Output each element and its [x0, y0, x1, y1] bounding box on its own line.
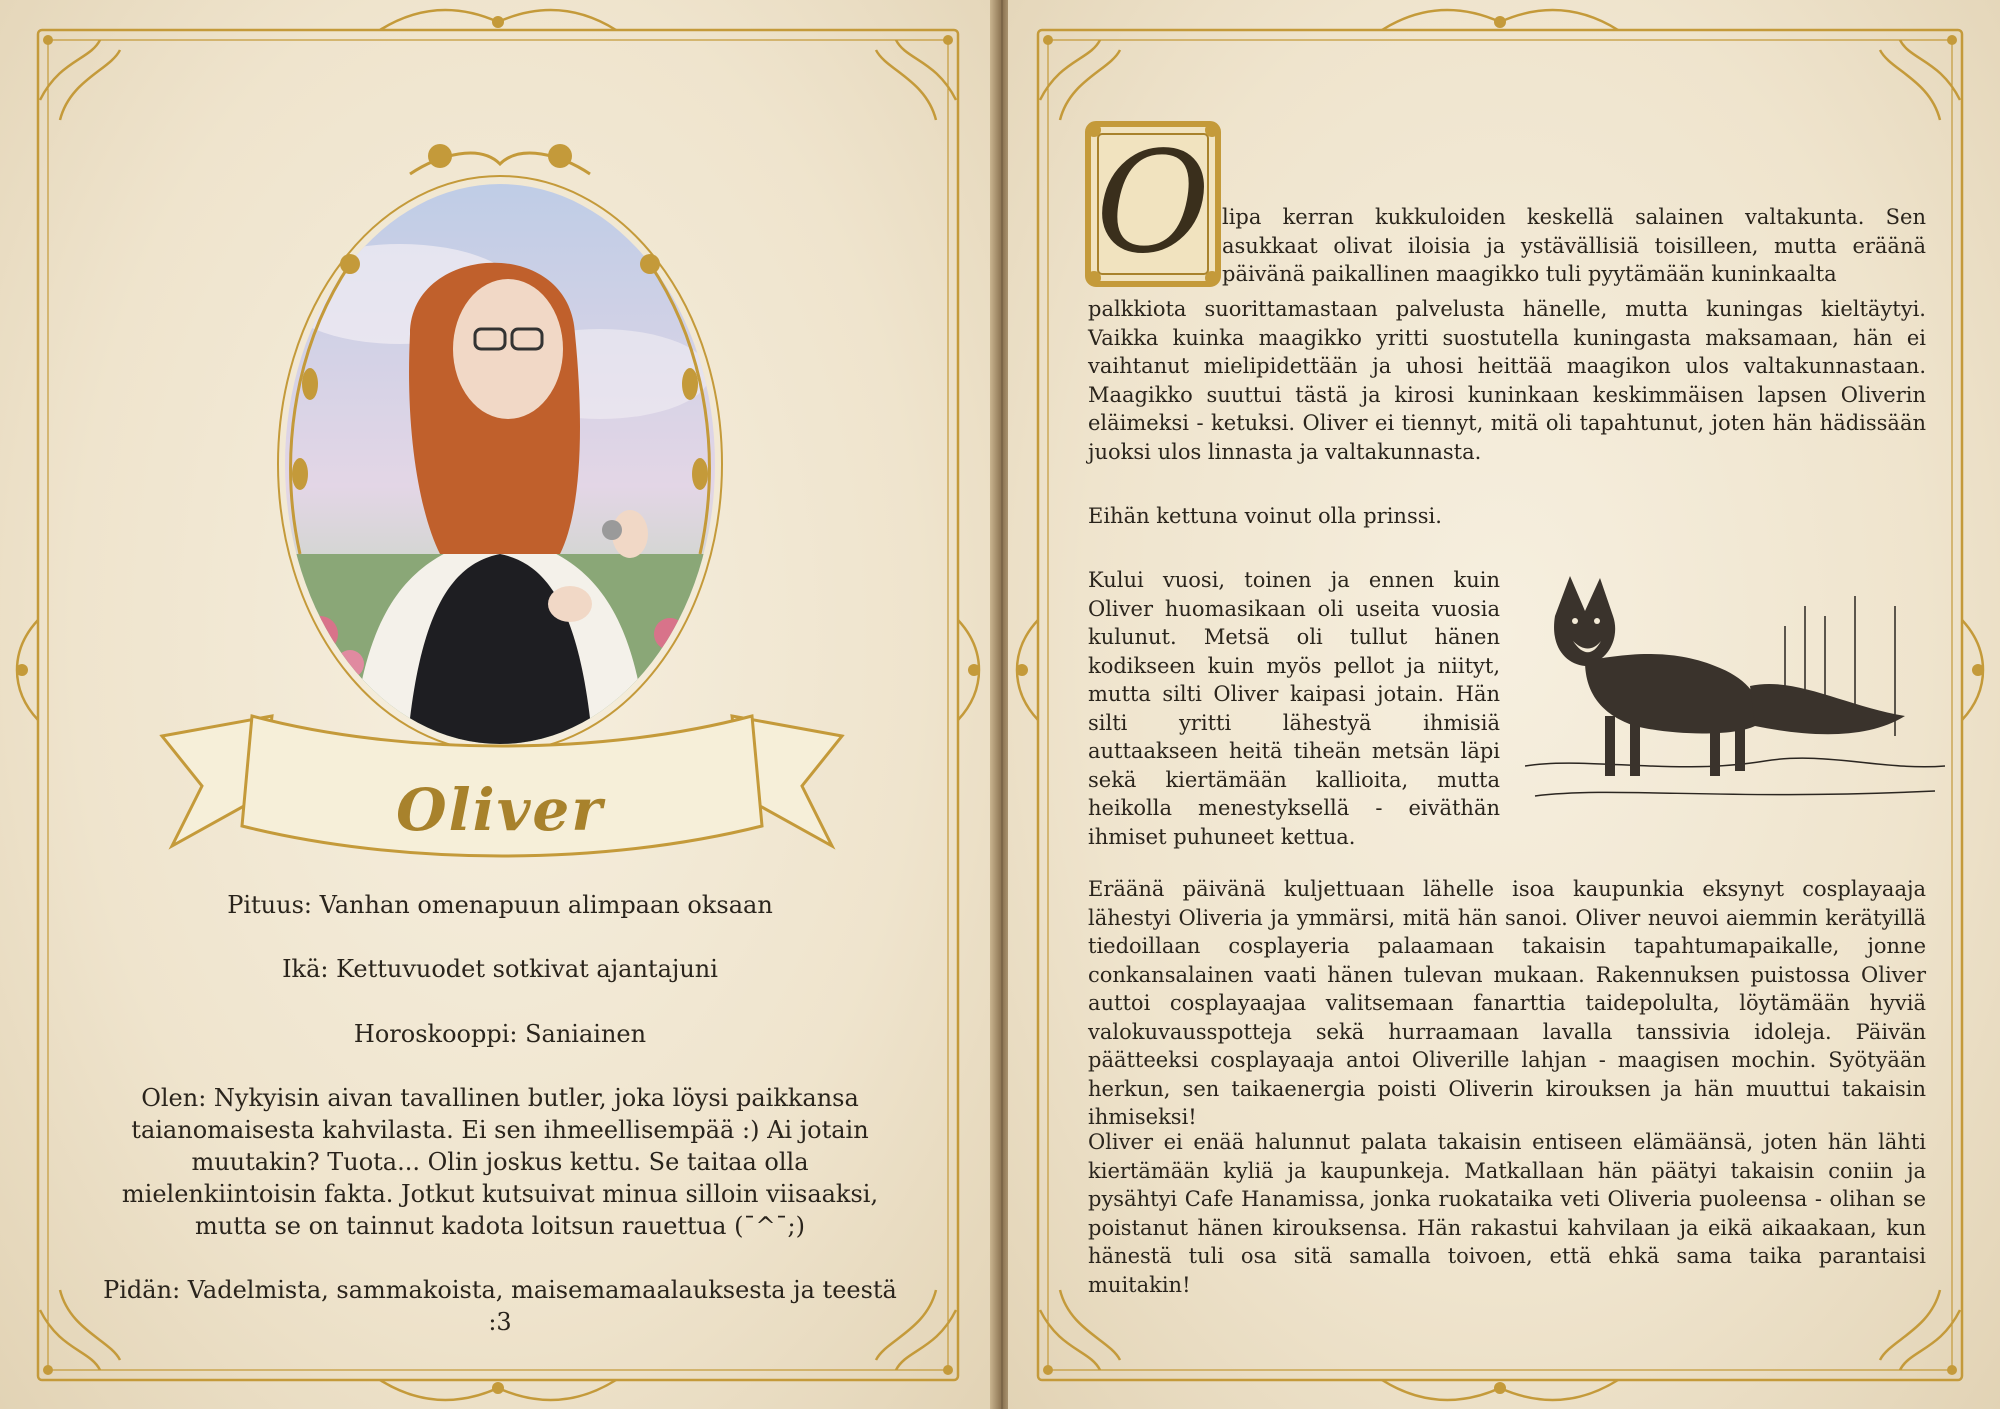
paragraph3: Kului vuosi, toinen ja ennen kuin Oliver huomasikaan oli useita vuosia kulunut. Metsä oli tullut hänen kodikseen kuin myös pellot ja niityt, mutta silti Oliver kaipasi jotain. Hän silti yritti lähestyä ihmisiä auttaakseen heitä tiheän metsän läpi sekä kiertämään kallioita, mutta heikolla menestyksellä - eiväthän ihmiset puhuneet kettua. — [1088, 568, 1500, 849]
paragraph4: Eräänä päivänä kuljettuaan lähelle isoa kaupunkia eksynyt cosplayaaja lähestyi Oliveria ja ymmärsi, mitä hän sanoi. Oliver neuvoi aiemmin kerätyillä tiedoillaan cosplayeria palaamaan takaisin tapahtumapaikalle, jonne conkansalainen vaati hänen tulevan mukaan. Rakennuksen puistossa Oliver auttoi cosplayaajaa valitsemaan fanarttia taidepolulta, löytämään hyviä valokuvausspotteja sekä hurraamaan lavalla tanssivia idoleja. Päivän päätteeksi cosplayaaja antoi Oliverille lahjan - maagisen mochin. Syötyään herkun, sen taikaenergia poisti Oliverin kirouksen ja hän muuttui takaisin ihmiseksi! — [1088, 877, 1926, 1129]
drop-cap-letter: O — [1095, 122, 1211, 285]
paragraph1-rest: palkkiota suorittamastaan palvelusta hänelle, mutta kuningas kieltäytyi. Vaikka kuinka maagikko yritti suostutella kuningasta maksamaan, hän ei vaihtanut mielipidettään ja uhosi heittää maagikon ulos valtakunnastaan. Maagikko suuttui tästä ja kirosi kuninkaan keskimmäisen lapsen Oliverin eläimeksi - ketuksi. Oliver ei tiennyt, mitä oli tapahtunut, joten hän hädissään juoksi ulos linnasta ja valtakunnasta. — [1088, 297, 1926, 464]
paragraph5: Oliver ei enää halunnut palata takaisin entiseen elämäänsä, joten hän lähti kiertämään kyliä ja kaupunkeja. Matkallaan hän päätyi takaisin coniin ja pysähtyi Cafe Hanamissa, jonka ruokataika veti Oliveria puoleensa - olihan se poistanut hänen kirouksensa. Hän rakastui kahvilaan ja eikä aikaakaan, kun hänestä tuli osa sitä samalla toivoen, että ehkä sama taika parantaisi muitakin! — [1088, 1130, 1926, 1297]
likes-line: Pidän: Vadelmista, sammakoista, maisemamaalauksesta ja teestä :3 — [103, 1276, 897, 1336]
fox-engraving — [1525, 566, 1945, 816]
paragraph2: Eihän kettuna voinut olla prinssi. — [1088, 504, 1442, 528]
about-text: Olen: Nykyisin aivan tavallinen butler, joka löysi paikkansa taianomaisesta kahvilasta. Ei sen ihmeellisempää :) Ai jotain muutakin? Tuota... Olin joskus kettu. Se taitaa olla mielenkiintoisin fakta. Jotkut kutsuivat minua silloin viisaaksi, mutta se on tainnut kadota loitsun rauettua (¯^¯;) — [121, 1084, 879, 1240]
height-line: Pituus: Vanhan omenapuun alimpaan oksaan — [227, 891, 773, 919]
age-line: Ikä: Kettuvuodet sotkivat ajantajuni — [282, 955, 718, 983]
right-page — [1008, 0, 2000, 1409]
horoscope-line: Horoskooppi: Saniainen — [353, 1020, 647, 1048]
left-page — [0, 0, 996, 1409]
name-banner-text: Oliver — [396, 776, 604, 844]
paragraph1-first-lines: lipa kerran kukkuloiden keskellä salainen valtakunta. Sen asukkaat olivat iloisia ja ystävällisiä toisilleen, mutta eräänä päivänä paikallinen maagikko tuli pyytämään kuninkaalta — [1222, 205, 1926, 286]
